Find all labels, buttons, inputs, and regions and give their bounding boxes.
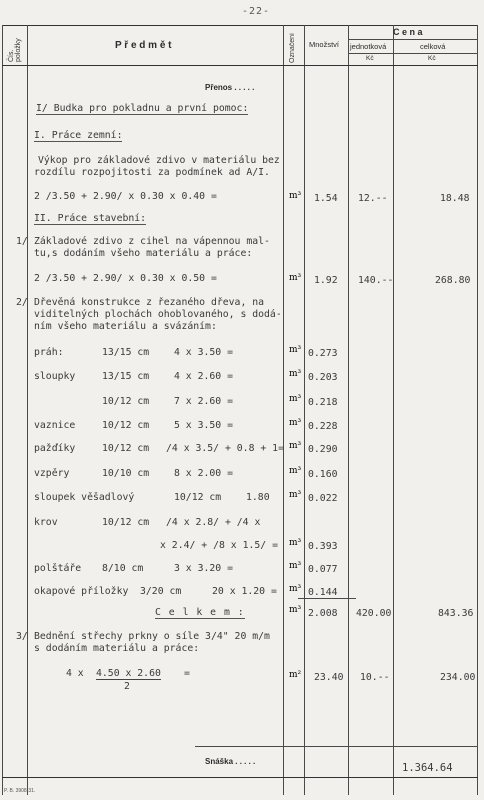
row-unit: m³ xyxy=(289,394,302,404)
row-formula: 3 x 3.20 = xyxy=(174,563,233,574)
column-line xyxy=(27,25,28,795)
row-formula: /4 x 2.8/ + /4 x xyxy=(166,517,261,528)
item1-number: 1/ xyxy=(16,236,28,247)
column-line xyxy=(304,25,305,795)
header-quantity: Množství xyxy=(309,40,340,49)
header-currency-total: Kč xyxy=(428,55,436,62)
header-total-price: celková xyxy=(420,42,446,51)
table-top-border xyxy=(2,25,478,26)
header-currency-unit: Kč xyxy=(366,55,374,62)
item3-formula-equals: = xyxy=(184,668,190,679)
item2-total-unit: m³ xyxy=(289,605,302,615)
part1-qty: 1.54 xyxy=(314,193,338,204)
row-name: pažďíky xyxy=(34,443,76,454)
part1-title: I. Práce zemní: xyxy=(34,130,123,141)
sum-label: Snáška . . . . . xyxy=(205,757,256,766)
item2-total-qty: 2.008 xyxy=(308,608,338,619)
header-unit-price: jednotková xyxy=(350,42,387,51)
row-unit: m³ xyxy=(289,345,302,355)
header-price: C e n a xyxy=(393,27,423,37)
column-line xyxy=(2,25,3,795)
row-unit: m³ xyxy=(289,561,302,571)
row-qty: 0.290 xyxy=(308,444,338,455)
item3-unit: m² xyxy=(289,670,302,680)
item2-total-label: C e l k e m : xyxy=(155,607,245,618)
item1-unit: m³ xyxy=(289,273,302,283)
header-line xyxy=(348,53,477,54)
item3-formula-prefix: 4 x xyxy=(66,668,84,679)
row-unit: m³ xyxy=(289,441,302,451)
item3-desc-line1: Bednění střechy prkny o síle 3/4" 20 m/m xyxy=(34,631,270,642)
carry-over-label: Přenos . . . . . xyxy=(205,83,255,92)
row-name: sloupky xyxy=(34,371,76,382)
column-line xyxy=(348,25,349,795)
row-formula: 4 x 3.50 = xyxy=(174,347,233,358)
row-section: 3/20 cm xyxy=(140,586,182,597)
row-section: 8/10 cm xyxy=(102,563,144,574)
column-line xyxy=(283,25,284,795)
row-name: práh: xyxy=(34,347,64,358)
row-qty: 0.160 xyxy=(308,469,338,480)
sum-line xyxy=(298,598,356,599)
part1-formula: 2 /3.50 + 2.90/ x 0.30 x 0.40 = xyxy=(34,191,217,202)
section-title: I/ Budka pro pokladnu a první pomoc: xyxy=(36,103,249,114)
item2-total: 843.36 xyxy=(438,608,474,619)
footer-top-line xyxy=(195,746,478,747)
item3-formula-numerator: 4.50 x 2.60 xyxy=(96,668,161,679)
header-bottom-line xyxy=(2,65,478,66)
row-section: 10/10 cm xyxy=(102,468,150,479)
item3-total: 234.00 xyxy=(440,672,476,683)
row-section: 10/12 cm xyxy=(102,396,150,407)
row-unit: m³ xyxy=(289,584,302,594)
item3-desc-line2: s dodáním materiálu a práce: xyxy=(34,643,200,654)
print-mark: P. B. 3908-31. xyxy=(4,788,36,794)
row-name: vzpěry xyxy=(34,468,70,479)
row-formula: 7 x 2.60 = xyxy=(174,396,233,407)
row-formula: 5 x 3.50 = xyxy=(174,420,233,431)
row-formula: 4 x 2.60 = xyxy=(174,371,233,382)
header-mark: Označení xyxy=(289,33,296,63)
row-unit: m³ xyxy=(289,466,302,476)
item2-desc-line1: Dřevěná konstrukce z řezaného dřeva, na xyxy=(34,297,265,308)
item2-desc-line3: ním všeho materiálu a svázáním: xyxy=(34,321,217,332)
row-unit: m³ xyxy=(289,418,302,428)
item1-desc-line1: Základové zdivo z cihel na vápennou mal- xyxy=(34,236,270,247)
row-section: 13/15 cm xyxy=(102,371,150,382)
item1-total: 268.80 xyxy=(435,275,471,286)
item3-formula-denominator: 2 xyxy=(124,681,130,692)
header-item-no: Čís. položky xyxy=(8,38,22,62)
row-qty: 0.077 xyxy=(308,564,338,575)
part1-unit-price: 12.-- xyxy=(358,193,388,204)
row-formula: 20 x 1.20 = xyxy=(212,586,277,597)
item1-desc-line2: tu,s dodáním všeho materiálu a práce: xyxy=(34,248,253,259)
item1-qty: 1.92 xyxy=(314,275,338,286)
item2-number: 2/ xyxy=(16,297,28,308)
row-section: 10/12 cm xyxy=(102,420,150,431)
row-section: 10/12 cm xyxy=(102,443,150,454)
row-name: polštáře xyxy=(34,563,82,574)
row-unit: m³ xyxy=(289,369,302,379)
item3-qty: 23.40 xyxy=(314,672,344,683)
row-qty: 0.228 xyxy=(308,421,338,432)
row-unit: m³ xyxy=(289,538,302,548)
row-section: 10/12 cm xyxy=(102,517,150,528)
item1-formula: 2 /3.50 + 2.90/ x 0.30 x 0.50 = xyxy=(34,273,217,284)
part1-total: 18.48 xyxy=(440,193,470,204)
header-subject: P ř e d m ě t xyxy=(115,40,172,51)
sum-value: 1.364.64 xyxy=(402,762,453,774)
row-qty: 0.022 xyxy=(308,493,338,504)
part2-title: II. Práce stavební: xyxy=(34,213,147,224)
table-bottom-border xyxy=(2,777,478,778)
row-formula: 8 x 2.00 = xyxy=(174,468,233,479)
item2-unit-price: 420.00 xyxy=(356,608,392,619)
page-number: -22- xyxy=(242,6,271,17)
row-name: krov xyxy=(34,517,58,528)
item3-number: 3/ xyxy=(16,631,28,642)
column-line xyxy=(477,25,478,795)
row-unit: m³ xyxy=(289,490,302,500)
item3-unit-price: 10.-- xyxy=(360,672,390,683)
part1-desc-line2: rozdílu rozpojitosti za podmínek ad A/I. xyxy=(34,167,270,178)
row-name: okapové příložky xyxy=(34,586,129,597)
row-qty: 0.273 xyxy=(308,348,338,359)
row-section: 10/12 cm xyxy=(174,492,222,503)
row-name: vaznice xyxy=(34,420,76,431)
row-formula: x 2.4/ + /8 x 1.5/ = xyxy=(160,540,278,551)
row-formula: 1.80 xyxy=(246,492,270,503)
header-line xyxy=(348,39,477,40)
row-qty: 0.393 xyxy=(308,541,338,552)
column-line xyxy=(393,25,394,795)
row-qty: 0.144 xyxy=(308,587,338,598)
item2-desc-line2: viditelných plochách ohoblovaného, s dodá- xyxy=(34,309,282,320)
row-qty: 0.203 xyxy=(308,372,338,383)
part1-unit: m³ xyxy=(289,191,302,201)
part1-desc-line1: Výkop pro základové zdivo v materiálu bez xyxy=(38,155,280,166)
item1-unit-price: 140.-- xyxy=(358,275,394,286)
row-qty: 0.218 xyxy=(308,397,338,408)
row-name: sloupek věšadlový xyxy=(34,492,135,503)
row-formula: /4 x 3.5/ + 0.8 + 1= xyxy=(166,443,284,454)
row-section: 13/15 cm xyxy=(102,347,150,358)
